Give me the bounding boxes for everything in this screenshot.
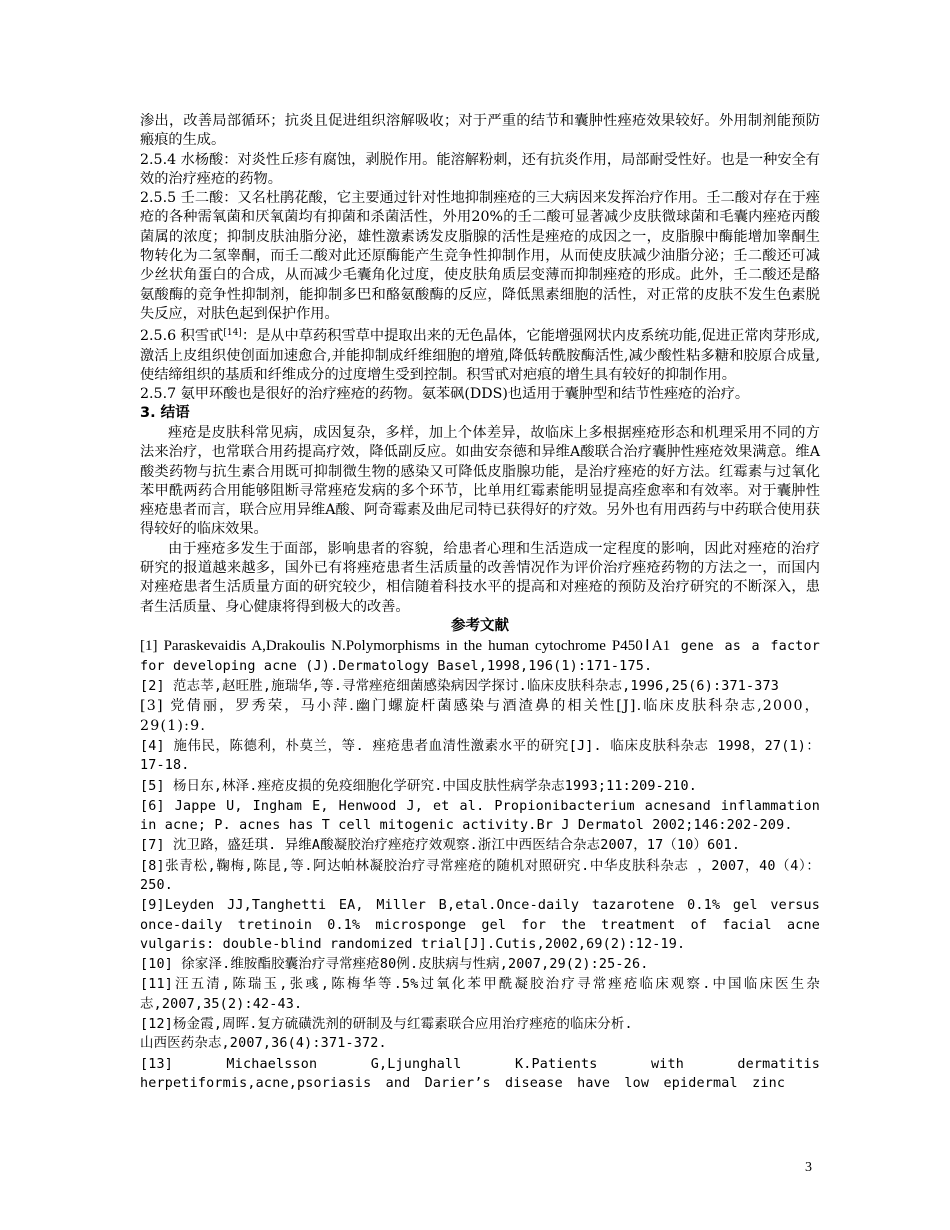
reference-12-line-1: [12]杨金霞,周晖.复方硫磺洗剂的研制及与红霉素联合应用治疗痤疮的临床分析. [140,1017,633,1033]
reference-3: [3] 党倩丽，罗秀荣，马小萍.幽门螺旋杆菌感染与酒渣鼻的相关性[J].临床皮肤科杂志,2000，29(1):9. [140,698,820,734]
paragraph-2-5-5: 2.5.5 壬二酸：又名杜鹃花酸，它主要通过针对性地抑制痤疮的三大病因来发挥治疗作用。壬二酸对存在于痤疮的各种需氧菌和厌氧菌均有抑菌和杀菌活性，外用20%的壬二酸可显著减少皮肤微球菌和毛囊内痤疮丙酸菌属的浓度；抑制皮肤油脂分泌，雄性激素诱发皮脂腺的活性是痤疮的成因之一，皮脂腺中酶能增加睾酮生物转化为二氢睾酮，而壬二酸对此还原酶能产生竞争性抑制作用，从而使皮肤减少油脂分泌；壬二酸还可减少丝状角蛋白的合成，从而减少毛囊角化过度，使皮肤角质层变薄而抑制痤疮的形成。此外，壬二酸还是酪氨酸酶的竞争性抑制剂，能抑制多巴和酪氨酸酶的反应，降低黑素细胞的活性，对正常的皮肤不发生色素脱失反应，对肤色起到保护作用。 [140,190,820,322]
citation-superscript: [14] [223,328,242,339]
paragraph-intro: 渗出，改善局部循环；抗炎且促进组织溶解吸收；对于严重的结节和囊肿性痤疮效果较好。外用制剂能预防瘢痕的生成。 [140,113,820,149]
reference-2: [2] 范志莘,赵旺胜,施瑞华,等.寻常痤疮细菌感染病因学探讨.临床皮肤科杂志,1996,25(6):371-373 [140,679,780,695]
reference-12 [140,1015,820,1054]
reference-5: [5] 杨日东,林泽.痤疮皮损的免疫细胞化学研究.中国皮肤性病学杂志1993;11:209-210. [140,778,697,794]
reference-13: [13] Michaelsson G,Ljunghall K.Patients with dermatitis herpetiformis,acne,psoriasis and Darier’s disease have low epidermal zinc [140,1056,820,1091]
reference-6: [6] Jappe U, Ingham E, Henwood J, et al. Propionibacterium acnesand inflammation in acne; P. acnes has T cell mitogenic activity.Br J Dermatol 2002;146:202-209. [140,798,820,834]
references-title: 参考文献 [451,617,509,634]
document-body [140,112,820,1093]
reference-12-line-2: 山西医药杂志,2007,36(4):371-372. [140,1036,387,1052]
page-number: 3 [805,1160,812,1175]
paragraph-2-5-4: 2.5.4 水杨酸：对炎性丘疹有腐蚀，剥脱作用。能溶解粉刺，还有抗炎作用，局部耐受性好。也是一种安全有效的治疗痤疮的药物。 [140,151,820,187]
reference-4: [4] 施伟民，陈德利，朴莫兰，等. 痤疮患者血清性激素水平的研究[J]. 临床皮肤科杂志 1998，27(1)：17-18. [140,738,820,774]
section-lead: 2.5.6 积雪甙 [140,328,224,345]
paragraph-2-5-6 [140,324,820,385]
reference-7: [7] 沈卫路，盛廷琪. 异维A酸凝胶治疗痤疮疗效观察.浙江中西医结合杂志2007，17（10）601. [140,838,741,854]
paragraph-2-5-7: 2.5.7 氨甲环酸也是很好的治疗痤疮的药物。氨苯砜(DDS)也适用于囊肿型和结节性痤疮的治疗。 [140,386,750,403]
reference-1-lead: [1] Paraskevaidis A,Drakoulis N.Polymorphisms in the human cytochrome P450ⅠA1 [140,638,671,655]
reference-1 [140,637,820,676]
reference-11: [11]汪五清,陈瑞玉,张彧,陈梅华等.5%过氧化苯甲酰凝胶治疗寻常痤疮临床观察.中国临床医生杂志,2007,35(2):42-43. [140,977,820,1012]
reference-1-tail: gene as a factor for developing acne (J).Dermatology Basel,1998,196(1):171-175. [140,639,820,674]
reference-8: [8]张青松,鞠梅,陈昆,等.阿达帕林凝胶治疗寻常痤疮的随机对照研究.中华皮肤科杂志 ，2007，40（4）：250. [140,858,820,893]
section-body: ：是从中草药积雪草中提取出来的无色晶体，它能增强网状内皮系统功能,促进正常肉芽形成,激活上皮组织使创面加速愈合,并能抑制成纤维细胞的增殖,降低转酰胺酶活性,减少酸性粘多糖和胶原合成量,使结缔组织的基质和纤维成分的过度增生受到控制。积雪甙对疤痕的增生具有较好的抑制作用。 [140,328,821,383]
reference-9: [9]Leyden JJ,Tanghetti EA, Miller B,etal.Once-daily tazarotene 0.1% gel versus once-daily tretinoin 0.1% microsponge gel for the treatment of facial acne vulgaris: double-blind randomized trial[J].Cutis,2002,69(2):12-19. [140,898,820,952]
paragraph-conclusion-1: 痤疮是皮肤科常见病，成因复杂，多样，加上个体差异，故临床上多根据痤疮形态和机理采用不同的方法来治疗，也常联合用药提高疗效，降低副反应。如曲安奈德和异维A酸联合治疗囊肿性痤疮效果满意。维A酸类药物与抗生素合用既可抑制微生物的感染又可降低皮脂腺功能，是治疗痤疮的好方法。红霉素与过氧化苯甲酰两药合用能够阻断寻常痤疮发病的多个环节，比单用红霉素能明显提高痊愈率和有效率。对于囊肿性痤疮患者而言，联合应用异维A酸、阿奇霉素及曲尼司特已获得好的疗效。另外也有用西药与中药联合使用获得较好的临床效果。 [140,424,820,538]
reference-10: [10] 徐家泽.维胺酯胶囊治疗寻常痤疮80例.皮肤病与性病,2007,29(2):25-26. [140,957,649,973]
section-heading-conclusion: 3. 结语 [140,405,190,422]
paragraph-conclusion-2: 由于痤疮多发生于面部，影响患者的容貌，给患者心理和生活造成一定程度的影响，因此对痤疮的治疗研究的报道越来越多，国外已有将痤疮患者生活质量的改善情况作为评价治疗痤疮药物的方法之一，而国内对痤疮患者生活质量方面的研究较少，相信随着科技水平的提高和对痤疮的预防及治疗研究的不断深入，患者生活质量、身心健康将得到极大的改善。 [140,540,820,615]
